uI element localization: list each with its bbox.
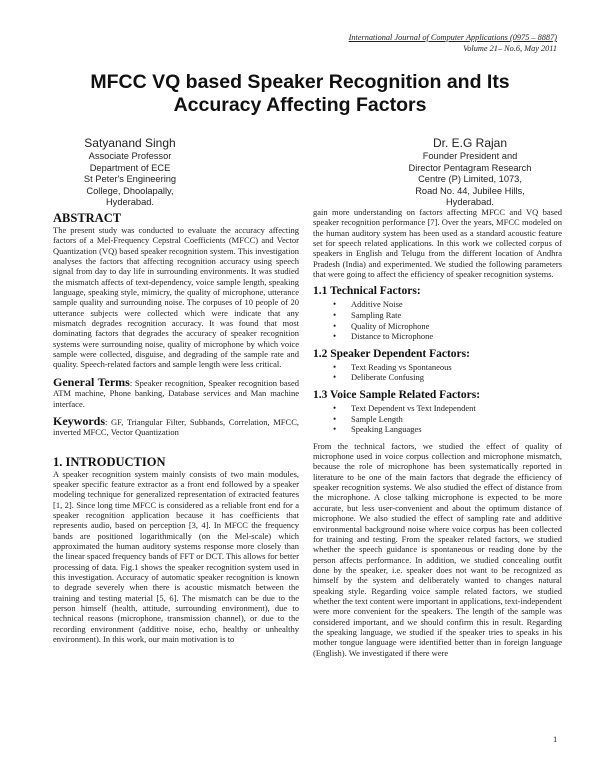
author-affiliation-line: Associate Professor [88, 151, 172, 161]
list-item: • Sample Length [337, 414, 562, 425]
abstract-heading: ABSTRACT [53, 211, 122, 225]
speaker-factors-list [313, 362, 562, 383]
author-name: Satyanand Singh [84, 136, 176, 150]
author-affiliation-line: Department of ECE [89, 162, 171, 173]
keywords-text: : GF, Triangular Filter, Subbands, Correlation, MFCC, inverted MFCC, Vector Quantization [53, 416, 299, 438]
subsection-heading-speaker: 1.2 Speaker Dependent Factors: [313, 347, 470, 360]
subsection-heading-technical: 1.1 Technical Factors: [313, 285, 421, 298]
author-affiliation-line: Hyderabad. [105, 197, 155, 207]
author-affiliation-line: Road No. 44, Jubilee Hills, [415, 185, 525, 196]
introduction-text: A speaker recognition system mainly consists of two main modules, speaker specific feature extractor as a front end followed by a speaker modeling technique for generalized representation of extracted features [1, 2]. Since long time MFCC is considered as a reliable front end for a speaker recognition application because it has coefficients that represents audio, based on perception [3, 4]. In MFCC the frequency bands are positioned logarithmically (on the Mel-scale) which approximated the human auditory systems response more closely than the linear spaced frequency bands of FFT or DCT. This allows for better processing of data. Fig.1 shows the speaker recognition system used in this investigation. Accuracy of automatic speaker recognition is known to degrade severely when there is acoustic mismatch between the training and testing material [5, 6]. The mismatch can be due to the person himself (health, attitude, surrounding environment), due to technical reasons (microphone, transmission channel), or due to the recording environment (additive noise, echo, healthy or unhealthy environment). In this work, our main motivation is to [53, 468, 299, 645]
left-column [53, 212, 299, 644]
page-number: 1 [553, 734, 558, 744]
author-affiliation-line: College, Dhoolapally, [86, 185, 174, 196]
general-terms [53, 374, 300, 409]
technical-factors-list [313, 299, 562, 341]
keywords [53, 413, 299, 438]
author-affiliation-line: Founder President and [422, 151, 518, 161]
abstract-text: The present study was conducted to evaluate the accuracy affecting factors of a Mel-Frequency Cepstral Coefficients (MFCC) and Vector Quantization (VQ) based speaker recognition system. This investigation analyses the factors that affecting recognition accuracy using speech signal from day to day life in surrounding environments. It was studied the mismatch affects of text-dependency, voice sample length, speaking language, speaking style, mimicry, the quality of microphone, utterance sample quality and surrounding noise. The corpuses of 10 people of 20 utterance subjects were collected which were indicate that any mismatch degrades recognition accuracy. It was found that most dominating factors that degrades the accuracy of speaker recognition systems were surrounding noise, quality of microphone by which voice sample were collected, disguise, and degrading of the sample rate and quality. Speech-related factors and sample length were less critical. [53, 225, 299, 370]
title-line-1: MFCC VQ based Speaker Recognition and Its [90, 71, 510, 93]
right-column [313, 207, 562, 658]
author-block-1 [30, 136, 230, 209]
general-terms-text: : Speaker recognition, Speaker recognition based ATM machine, Phone banking, Database services and Man machine interface. [53, 377, 300, 409]
title-line-2: Accuracy Affecting Factors [173, 94, 427, 116]
discussion-text: From the technical factors, we studied the effect of quality of microphone used in voice corpus collection and microphone mismatch, because the role of microphone has been systematically reported in literature to be one of the main factors that degrade the efficiency of speaker recognition systems. We also studied the effect of distance from the microphone. A close talking microphone is expected to be more accurate, but less user-convenient and about the optimum distance of microphone. We also studied the effect of sampling rate and additive environmental background noise where voice corpus has been collected for training and testing. From the speaker related factors, we studied whether the speech guidance is spontaneous or reading done by the person affects performance. In addition, we studied concealing outfit done by the speaker, i.e. speaker does not want to be recognized as himself by the system and deliberately wanted to changes natural speaking style. Regarding voice sample related factors, we studied whether the text content were important in applications, text-independent were more convenient for the speakers. The length of the sample was considered important, and we should confirm this in result. Regarding the speaking language, we studied if the speaker tries to speaks in his mother tongue language were identified better than in foreign language (English). We investigated if there were [313, 440, 563, 658]
author-name: Dr. E.G Rajan [432, 136, 508, 150]
journal-header [349, 33, 557, 54]
list-item: • Text Reading vs Spontaneous [337, 362, 562, 373]
list-item: • Distance to Microphone [337, 331, 562, 342]
list-item: • Quality of Microphone [337, 321, 562, 332]
introduction-heading: 1. INTRODUCTION [53, 454, 166, 469]
keywords-heading: Keywords [53, 413, 105, 428]
introduction-continued: gain more understanding on factors affecting MFCC and VQ based speaker recognition performance [7]. Over the years, MFCC modeled on the human auditory system has been used as a standard acoustic feature set for speech related applications. In this work we collected corpus of speakers in English and Telugu from the different location of Andhra Pradesh (India) and experimented. We studied the following parameters that were going to affect the efficiency of speaker recognition systems. [313, 207, 562, 280]
general-terms-heading: General Terms [53, 374, 130, 389]
author-block-2 [370, 136, 570, 209]
list-item: • Speaking Languages [337, 424, 562, 435]
voice-sample-factors-list [313, 403, 562, 435]
list-item: • Deliberate Confusing [337, 372, 562, 383]
subsection-heading-voice-sample: 1.3 Voice Sample Related Factors: [313, 388, 481, 401]
author-affiliation-line: St Peter's Engineering [83, 174, 177, 184]
author-affiliation-line: Centre (P) Limited, 1073, [418, 174, 522, 184]
list-item: • Text Dependent vs Text Independent [337, 403, 562, 414]
list-item: • Sampling Rate [337, 310, 562, 321]
list-item: • Additive Noise [337, 299, 562, 310]
journal-volume: Volume 21– No.6, May 2011 [463, 43, 557, 53]
author-affiliation-line: Hyderabad. [445, 197, 495, 207]
paper-title [0, 71, 600, 117]
author-affiliation-line: Director Pentagram Research [408, 162, 532, 173]
journal-name: International Journal of Computer Applications (0975 – 8887) [348, 33, 557, 42]
